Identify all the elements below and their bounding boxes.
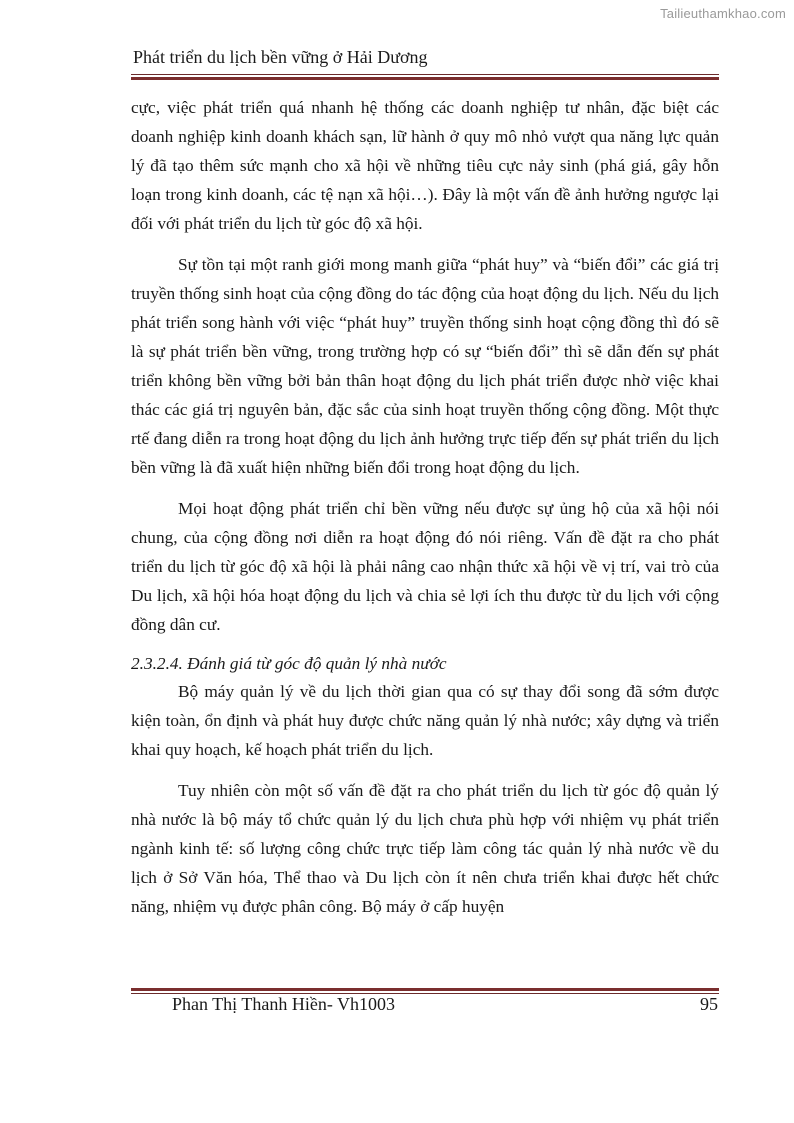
body-paragraph-3: Mọi hoạt động phát triển chỉ bền vững nếu được sự ủng hộ của xã hội nói chung, của cộng đồng nơi diễn ra hoạt động đó nói riêng. Vấn đề đặt ra cho phát triển du lịch từ góc độ xã hội là phải nâng cao nhận thức xã hội về vị trí, vai trò của Du lịch, xã hội hóa hoạt động du lịch và chia sẻ lợi ích thu được từ du lịch với cộng đồng dân cư.: [131, 499, 719, 634]
header-rule-thin-line: [131, 74, 719, 75]
running-header-title: Phát triển du lịch bền vững ở Hải Dương: [133, 47, 428, 67]
body-paragraph-4: Bộ máy quản lý về du lịch thời gian qua có sự thay đổi song đã sớm được kiện toàn, ổn định và phát huy được chức năng quản lý nhà nước; xây dựng và triển khai quy hoạch, kế hoạch phát triển du lịch.: [131, 682, 719, 759]
body-paragraph-2: Sự tồn tại một ranh giới mong manh giữa “phát huy” và “biến đổi” các giá trị truyền thống sinh hoạt của cộng đồng do tác động của hoạt động du lịch. Nếu du lịch phát triển song hành với việc “phát huy” truyền thống sinh hoạt cộng đồng thì đó sẽ là sự phát triển bền vững, trong trường hợp có sự “biến đổi” thì sẽ dẫn đến sự phát triển không bền vững bởi bản thân hoạt động du lịch phát triển được nhờ việc khai thác các giá trị nguyên bản, đặc sắc của sinh hoạt truyền thống cộng đồng. Một thực rtế đang diễn ra trong hoạt động du lịch ảnh hưởng trực tiếp đến sự phát triển du lịch bền vững là đã xuất hiện những biến đổi trong hoạt động du lịch.: [131, 255, 719, 477]
page-number: 95: [700, 994, 718, 1014]
watermark-text: Tailieuthamkhao.com: [660, 6, 786, 21]
header-rule: [131, 74, 719, 80]
body-paragraph-1: cực, việc phát triển quá nhanh hệ thống các doanh nghiệp tư nhân, đặc biệt các doanh nghiệp kinh doanh khách sạn, lữ hành ở quy mô nhỏ vượt qua năng lực quản lý đã tạo thêm sức mạnh cho xã hội về những tiêu cực nảy sinh (phá giá, gây hỗn loạn trong kinh doanh, các tệ nạn xã hội…). Đây là một vấn đề ảnh hưởng ngược lại đối với phát triển du lịch từ góc độ xã hội.: [131, 98, 719, 233]
footer-author: Phan Thị Thanh Hiền- Vh1003: [172, 994, 395, 1014]
footer-rule-thick-line: [131, 988, 719, 991]
section-subheading: 2.3.2.4. Đánh giá từ góc độ quản lý nhà nước: [131, 654, 447, 673]
body-paragraph-5: Tuy nhiên còn một số vấn đề đặt ra cho phát triển du lịch từ góc độ quản lý nhà nước là bộ máy tổ chức quản lý du lịch chưa phù hợp với nhiệm vụ phát triển ngành kinh tế: số lượng công chức trực tiếp làm công tác quản lý nhà nước về du lịch ở Sở Văn hóa, Thể thao và Du lịch còn ít nên chưa triển khai được hết chức năng, nhiệm vụ được phân công. Bộ máy ở cấp huyện: [131, 781, 719, 916]
header-rule-thick-line: [131, 77, 719, 80]
page-body: [131, 93, 719, 933]
